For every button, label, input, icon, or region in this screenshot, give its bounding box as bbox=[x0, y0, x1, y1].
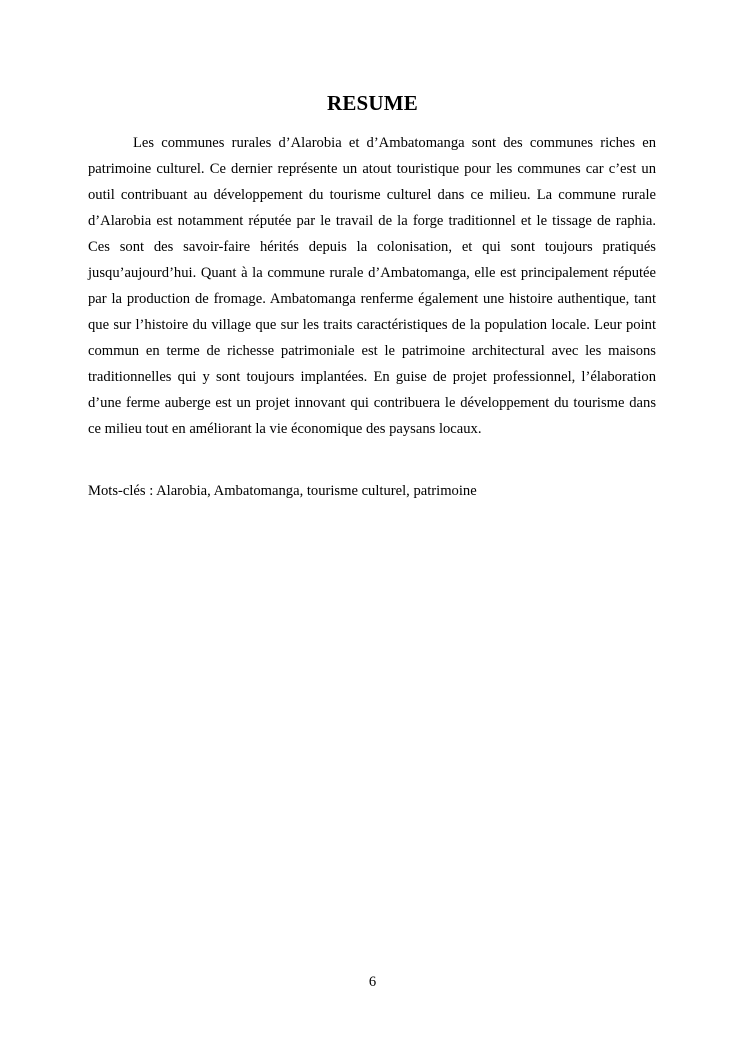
page-title: RESUME bbox=[326, 91, 419, 115]
keywords-line: Mots-clés : Alarobia, Ambatomanga, tourisme culturel, patrimoine bbox=[88, 483, 477, 499]
page-number: 6 bbox=[368, 974, 377, 990]
abstract-paragraph: Les communes rurales d’Alarobia et d’Ambatomanga sont des communes riches en patrimoine culturel. Ce dernier représente un atout touristique pour les communes car c’est un outil contribuant au développement du tourisme culturel dans ce milieu. La commune rurale d’Alarobia est notamment réputée par le travail de la forge traditionnel et le tissage de raphia. Ces sont des savoir-faire hérités depuis la colonisation, et qui sont toujours pratiqués jusqu’aujourd’hui. Quant à la commune rurale d’Ambatomanga, elle est principalement réputée par la production de fromage. Ambatomanga renferme également une histoire authentique, tant que sur l’histoire du village que sur les traits caractéristiques de la population locale. Leur point commun en terme de richesse patrimoniale est le patrimoine architectural avec les maisons traditionnelles qui y sont toujours implantées. En guise de projet professionnel, l’élaboration d’une ferme auberge est un projet innovant qui contribuera le développement du tourisme dans ce milieu tout en améliorant la vie économique des paysans locaux. bbox=[88, 135, 656, 437]
